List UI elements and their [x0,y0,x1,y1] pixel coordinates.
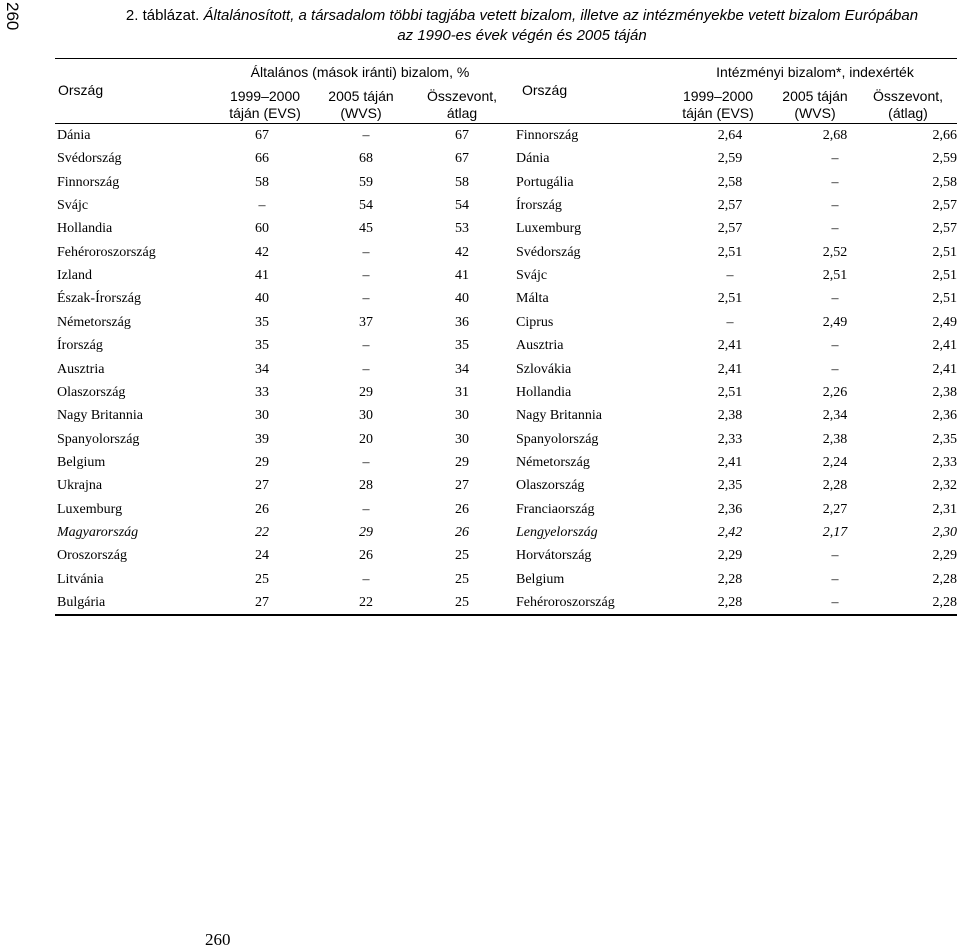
header-col-avg-left [412,88,512,122]
wvs-general-cell: – [362,338,370,354]
wvs-institutional-cell: – [831,291,839,307]
table-row [55,287,957,310]
country-institutional-cell: Szlovákia [516,361,572,377]
header-col-avg-left-line2: átlag [446,105,478,121]
wvs-institutional-cell: – [831,571,839,587]
wvs-institutional-cell: 2,49 [822,314,848,330]
table-row [55,498,957,521]
country-institutional-cell: Luxemburg [516,221,582,237]
country-cell: Ukrajna [57,478,103,494]
header-col-evs-left-line2: táján (EVS) [229,105,301,121]
table-row [55,124,957,147]
wvs-general-cell: 30 [359,408,373,424]
wvs-institutional-cell: 2,26 [822,384,848,400]
evs-institutional-cell: 2,58 [717,174,743,190]
evs-general-cell: 41 [255,268,269,284]
avg-general-cell: 53 [455,221,469,237]
table-row [55,147,957,170]
avg-general-cell: 67 [455,151,469,167]
wvs-institutional-cell: 2,34 [822,408,848,424]
country-institutional-cell: Nagy Britannia [516,408,602,424]
avg-general-cell: 35 [455,338,469,354]
evs-institutional-cell: 2,38 [717,408,743,424]
avg-general-cell: 42 [455,244,469,260]
header-col-evs-left-line1: 1999–2000 [229,88,301,104]
avg-general-cell: 30 [455,431,469,447]
evs-general-cell: 24 [255,548,269,564]
country-cell: Svájc [57,198,89,214]
table-caption [112,6,932,46]
evs-general-cell: 35 [255,314,269,330]
header-col-wvs-left-line1: 2005 táján [328,88,394,104]
evs-general-cell: 30 [255,408,269,424]
country-cell: Belgium [57,454,106,470]
avg-institutional-cell: 2,31 [932,501,957,517]
table-row [55,194,957,217]
country-institutional-cell: Németország [516,454,590,470]
country-institutional-cell: Horvátország [516,548,592,564]
wvs-general-cell: – [362,361,370,377]
table-row [55,544,957,567]
avg-general-cell: 67 [455,128,469,143]
table-row [55,451,957,474]
avg-institutional-cell: 2,57 [932,221,957,237]
wvs-institutional-cell: – [831,198,839,214]
country-cell: Írország [57,338,103,354]
country-cell: Ausztria [57,361,105,377]
header-country-right: Ország [522,82,568,98]
evs-general-cell: – [258,198,266,214]
avg-institutional-cell: 2,59 [932,151,957,167]
wvs-institutional-cell: – [831,595,839,610]
avg-general-cell: 40 [455,291,469,307]
evs-institutional-cell: – [726,268,734,284]
side-page-number: 260 [3,2,22,31]
avg-institutional-cell: 2,49 [932,314,957,330]
wvs-institutional-cell: 2,68 [822,128,848,143]
evs-institutional-cell: 2,51 [717,291,743,307]
header-col-evs-left [215,88,315,122]
avg-general-cell: 31 [455,384,469,400]
evs-general-cell: 25 [255,571,269,587]
wvs-institutional-cell: – [831,338,839,354]
table-row [55,591,957,614]
evs-institutional-cell: 2,57 [717,198,743,214]
country-cell: Németország [57,314,131,330]
country-institutional-cell: Ciprus [516,314,554,330]
country-institutional-cell: Finnország [516,128,579,143]
header-col-avg-right-line1: Összevont, [872,88,944,104]
evs-general-cell: 33 [255,384,269,400]
caption-label: 2. táblázat. [125,7,200,24]
wvs-general-cell: 28 [359,478,373,494]
wvs-institutional-cell: 2,28 [822,478,848,494]
evs-general-cell: 67 [255,128,269,143]
wvs-institutional-cell: – [831,151,839,167]
evs-general-cell: 66 [255,151,269,167]
wvs-institutional-cell: – [831,361,839,377]
header-col-wvs-right [770,88,860,122]
country-institutional-cell: Spanyolország [516,431,599,447]
avg-institutional-cell: 2,41 [932,338,957,354]
evs-general-cell: 22 [255,524,269,540]
wvs-general-cell: 59 [359,174,373,190]
country-cell: Észak-Írország [57,291,141,307]
wvs-general-cell: 22 [359,595,373,610]
wvs-general-cell: – [362,501,370,517]
evs-institutional-cell: 2,51 [717,244,743,260]
evs-institutional-cell: 2,35 [717,478,743,494]
table-row [55,171,957,194]
country-institutional-cell: Lengyelország [516,524,598,540]
wvs-general-cell: 68 [359,151,373,167]
evs-general-cell: 27 [255,478,269,494]
header-col-wvs-right-line1: 2005 táján [782,88,848,104]
evs-institutional-cell: 2,28 [717,571,743,587]
wvs-general-cell: 29 [359,524,373,540]
evs-general-cell: 27 [255,595,269,610]
wvs-general-cell: 37 [359,314,373,330]
avg-general-cell: 25 [455,571,469,587]
country-cell: Hollandia [57,221,113,237]
wvs-general-cell: 26 [359,548,373,564]
avg-institutional-cell: 2,28 [932,595,957,610]
avg-institutional-cell: 2,32 [932,478,957,494]
country-institutional-cell: Málta [516,291,549,307]
table-row [55,264,957,287]
table-row [55,358,957,381]
avg-institutional-cell: 2,38 [932,384,957,400]
country-cell: Bulgária [57,595,106,610]
avg-general-cell: 27 [455,478,469,494]
wvs-institutional-cell: – [831,174,839,190]
avg-institutional-cell: 2,28 [932,571,957,587]
country-cell: Spanyolország [57,431,140,447]
avg-general-cell: 25 [455,548,469,564]
country-institutional-cell: Fehéroroszország [516,595,615,610]
evs-institutional-cell: 2,33 [717,431,743,447]
header-country-left: Ország [58,82,104,98]
wvs-general-cell: 29 [359,384,373,400]
country-cell: Dánia [57,128,91,143]
wvs-institutional-cell: 2,17 [822,524,848,540]
evs-institutional-cell: 2,28 [717,595,743,610]
avg-institutional-cell: 2,29 [932,548,957,564]
avg-institutional-cell: 2,51 [932,244,957,260]
avg-general-cell: 29 [455,454,469,470]
evs-institutional-cell: – [726,314,734,330]
header-col-avg-right-line2: (átlag) [888,105,928,121]
wvs-institutional-cell: 2,27 [822,501,848,517]
table-row [55,311,957,334]
evs-institutional-cell: 2,57 [717,221,743,237]
evs-general-cell: 60 [255,221,269,237]
avg-institutional-cell: 2,30 [932,524,957,540]
header-col-wvs-right-line2: (WVS) [794,105,836,121]
header-col-avg-left-line1: Összevont, [426,88,498,104]
evs-general-cell: 26 [255,501,269,517]
caption-line-2: az 1990-es évek végén és 2005 táján [397,27,647,44]
wvs-general-cell: – [362,244,370,260]
table-row [55,217,957,240]
wvs-institutional-cell: – [831,548,839,564]
evs-institutional-cell: 2,36 [717,501,743,517]
country-cell: Magyarország [57,524,139,540]
avg-institutional-cell: 2,58 [932,174,957,190]
table-row [55,521,957,544]
country-institutional-cell: Hollandia [516,384,572,400]
avg-general-cell: 36 [455,314,469,330]
avg-general-cell: 54 [455,198,469,214]
table-row [55,568,957,591]
table-bottom-rule [55,614,957,616]
wvs-general-cell: – [362,268,370,284]
country-cell: Litvánia [57,571,104,587]
avg-general-cell: 30 [455,408,469,424]
footer-page-number: 260 [205,930,231,949]
avg-institutional-cell: 2,51 [932,291,957,307]
header-col-wvs-left-line2: (WVS) [340,105,382,121]
country-cell: Luxemburg [57,501,123,517]
country-cell: Nagy Britannia [57,408,143,424]
table-row [55,428,957,451]
header-col-avg-right [860,88,956,122]
wvs-general-cell: – [362,128,370,143]
avg-general-cell: 26 [455,524,469,540]
evs-institutional-cell: 2,29 [717,548,743,564]
table-row [55,334,957,357]
avg-general-cell: 58 [455,174,469,190]
avg-institutional-cell: 2,51 [932,268,957,284]
country-institutional-cell: Olaszország [516,478,585,494]
avg-institutional-cell: 2,57 [932,198,957,214]
header-group-institutional-trust: Intézményi bizalom*, indexérték [716,64,914,80]
wvs-general-cell: – [362,291,370,307]
country-cell: Svédország [57,151,122,167]
avg-institutional-cell: 2,41 [932,361,957,377]
country-institutional-cell: Svájc [516,268,548,284]
evs-general-cell: 34 [255,361,269,377]
evs-general-cell: 39 [255,431,269,447]
evs-institutional-cell: 2,41 [717,361,743,377]
country-cell: Olaszország [57,384,126,400]
avg-institutional-cell: 2,66 [932,128,957,143]
evs-institutional-cell: 2,42 [717,524,743,540]
country-institutional-cell: Ausztria [516,338,564,354]
wvs-institutional-cell: – [831,221,839,237]
country-institutional-cell: Svédország [516,244,581,260]
avg-institutional-cell: 2,35 [932,431,957,447]
wvs-general-cell: 20 [359,431,373,447]
wvs-institutional-cell: 2,52 [822,244,848,260]
country-cell: Fehéroroszország [57,244,156,260]
country-institutional-cell: Belgium [516,571,565,587]
country-institutional-cell: Portugália [516,174,574,190]
country-cell: Oroszország [57,548,127,564]
wvs-general-cell: 54 [359,198,373,214]
wvs-general-cell: – [362,454,370,470]
evs-general-cell: 29 [255,454,269,470]
avg-general-cell: 34 [455,361,469,377]
country-institutional-cell: Írország [516,198,562,214]
avg-general-cell: 26 [455,501,469,517]
table-row [55,381,957,404]
wvs-institutional-cell: 2,51 [822,268,848,284]
evs-general-cell: 35 [255,338,269,354]
avg-institutional-cell: 2,33 [932,454,957,470]
header-col-wvs-left [316,88,406,122]
table-row [55,474,957,497]
country-cell: Finnország [57,174,120,190]
avg-institutional-cell: 2,36 [932,408,957,424]
header-col-evs-right [668,88,768,122]
evs-general-cell: 40 [255,291,269,307]
avg-general-cell: 25 [455,595,469,610]
evs-institutional-cell: 2,41 [717,338,743,354]
wvs-general-cell: – [362,571,370,587]
header-group-general-trust: Általános (mások iránti) bizalom, % [250,64,470,80]
wvs-institutional-cell: 2,38 [822,431,848,447]
table-row [55,241,957,264]
avg-general-cell: 41 [455,268,469,284]
evs-institutional-cell: 2,51 [717,384,743,400]
caption-line-1: Általánosított, a társadalom többi tagjába vetett bizalom, illetve az intézményekbe vetett bizalom Európában [203,7,919,24]
evs-institutional-cell: 2,64 [717,128,743,143]
wvs-institutional-cell: 2,24 [822,454,848,470]
country-cell: Izland [57,268,92,284]
table-row [55,404,957,427]
evs-institutional-cell: 2,59 [717,151,743,167]
country-institutional-cell: Dánia [516,151,550,167]
table-top-rule [55,58,957,59]
header-col-evs-right-line1: 1999–2000 [682,88,754,104]
header-col-evs-right-line2: táján (EVS) [682,105,754,121]
wvs-general-cell: 45 [359,221,373,237]
evs-institutional-cell: 2,41 [717,454,743,470]
country-institutional-cell: Franciaország [516,501,595,517]
evs-general-cell: 42 [255,244,269,260]
evs-general-cell: 58 [255,174,269,190]
